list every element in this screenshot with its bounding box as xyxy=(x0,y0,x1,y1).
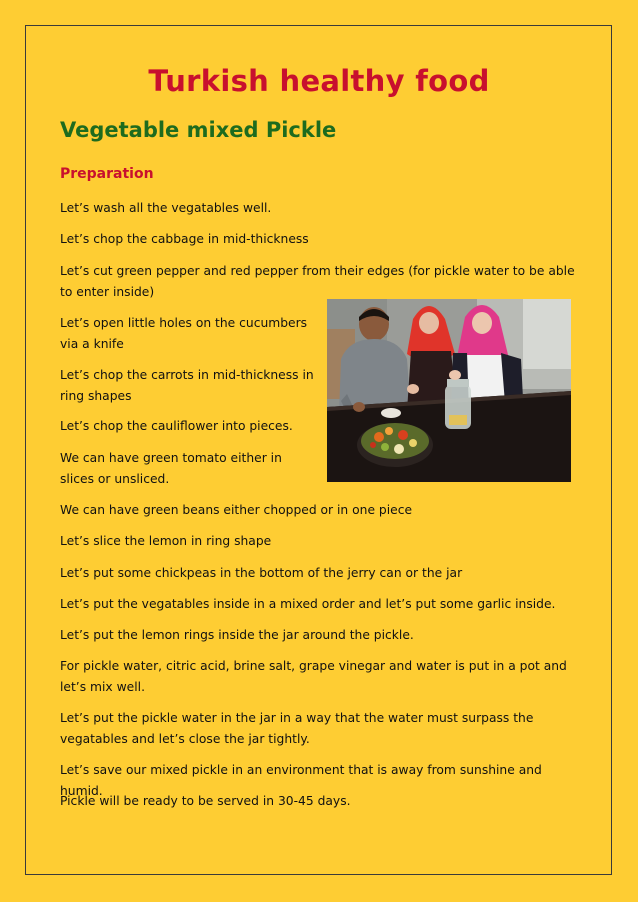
step-item: For pickle water, citric acid, brine salt, grape vinegar and water is put in a pot and let’s mix well. xyxy=(60,659,567,694)
page-title: Turkish healthy food xyxy=(148,64,490,98)
recipe-title: Vegetable mixed Pickle xyxy=(60,118,337,142)
step-item: Let’s chop the carrots in mid-thickness in ring shapes xyxy=(60,368,314,403)
step-item: Let’s chop the cabbage in mid-thickness xyxy=(60,232,309,246)
students-preparing-pickle-photo xyxy=(327,299,571,482)
step-item: Let’s slice the lemon in ring shape xyxy=(60,534,272,548)
step-item: We can have green tomato either in slices or unsliced. xyxy=(60,451,282,486)
section-heading: Preparation xyxy=(60,166,154,182)
step-item: Pickle will be ready to be served in 30-45 days. xyxy=(60,794,351,808)
step-item: Let’s chop the cauliflower into pieces. xyxy=(60,419,293,433)
step-item: We can have green beans either chopped or in one piece xyxy=(60,503,413,517)
step-item: Let’s put some chickpeas in the bottom of the jerry can or the jar xyxy=(60,566,463,580)
step-item: Let’s cut green pepper and red pepper from their edges (for pickle water to be able to enter inside) xyxy=(60,264,575,299)
step-item: Let’s open little holes on the cucumbers via a knife xyxy=(60,316,308,351)
step-item: Let’s put the lemon rings inside the jar around the pickle. xyxy=(60,628,414,642)
step-item: Let’s wash all the vegatables well. xyxy=(60,201,272,215)
step-item: Let’s put the vegatables inside in a mixed order and let’s put some garlic inside. xyxy=(60,597,556,611)
step-item: Let’s save our mixed pickle in an environment that is away from sunshine and humid. xyxy=(60,763,542,798)
step-item: Let’s put the pickle water in the jar in a way that the water must surpass the vegatables and let’s close the jar tightly. xyxy=(60,711,534,746)
